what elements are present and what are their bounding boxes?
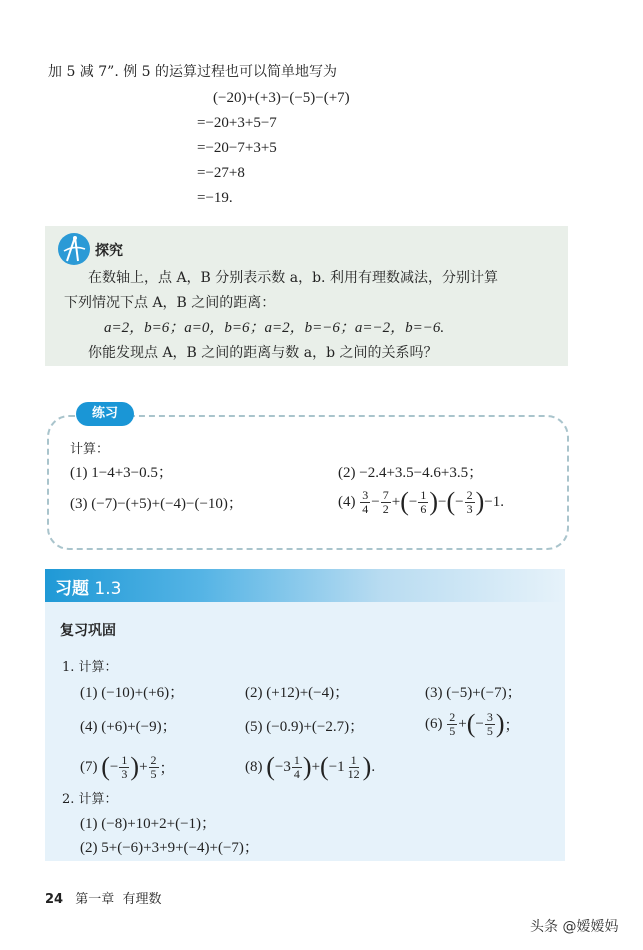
item-expr: (−7)−(+5)+(−4)−(−10)； — [91, 496, 243, 512]
exercise-title: 习题 1.3 — [55, 579, 122, 599]
page-number: 24 — [45, 892, 64, 907]
q1-item-2: (2) (+12)+(−4)； — [245, 685, 350, 701]
q1-item-5: (5) (−0.9)+(−2.7)； — [245, 719, 365, 735]
explore-line-3: a=2，b=6；a=0，b=6；a=2，b=−6；a=−2，b=−6. — [104, 320, 445, 336]
practice-item-1 — [70, 463, 173, 483]
q1-item-1: (1) (−10)+(+6)； — [80, 685, 185, 701]
intro-step-0: (−20)+(+3)−(−5)−(+7) — [213, 90, 350, 106]
chapter-label: 第一章 — [75, 892, 115, 907]
q1-item-4: (4) (+6)+(−9)； — [80, 719, 177, 735]
q1-item-8: (8) ( −3 $\frac{1}{4}$ ) + ( −1 $\frac{1}{12}$ ) . — [245, 752, 376, 781]
compass-icon — [58, 233, 90, 265]
intro-text: 加 5 减 7”. 例 5 的运算过程也可以简单地写为 — [48, 64, 338, 80]
explore-line-2: 下列情况下点 A，B 之间的距离： — [64, 295, 276, 311]
item-expr: 1−4+3−0.5； — [91, 465, 173, 481]
q2-item-2: (2) 5+(−6)+3+9+(−4)+(−7)； — [80, 840, 259, 856]
q1-item-7: (7) ( − $\frac{1}{3}$ ) + $\frac{2}{5}$ ； — [80, 752, 175, 781]
item-label: (1) — [70, 465, 88, 481]
practice-item-4: (4) $\frac{3}{4}$ − $\frac{7}{2}$ + ( − $\frac{1}{6}$ ) − ( − $\frac{2}{3}$ ) −1. — [338, 487, 504, 516]
practice-item-3 — [70, 494, 243, 514]
intro-step-2: =−20−7+3+5 — [197, 140, 277, 156]
exercise-header — [45, 569, 565, 602]
q1-label: 1. 计算： — [62, 660, 118, 675]
page-footer — [45, 890, 162, 910]
q1-item-6: (6) $\frac{2}{5}$ + ( − $\frac{3}{5}$ ) ； — [425, 709, 520, 738]
explore-line-1: 在数轴上，点 A，B 分别表示数 a，b. 利用有理数减法，分别计算 — [88, 270, 498, 286]
explore-line-4: 你能发现点 A，B 之间的距离与数 a，b 之间的关系吗？ — [88, 345, 438, 361]
item-label: (4) — [338, 493, 356, 510]
watermark: 头条 @嫒嫒妈 — [530, 919, 619, 935]
practice-prompt: 计算： — [70, 442, 110, 457]
practice-item-2 — [338, 463, 483, 483]
intro-step-1: =−20+3+5−7 — [197, 115, 277, 131]
q1-item-3: (3) (−5)+(−7)； — [425, 685, 522, 701]
item-label: (3) — [70, 496, 88, 512]
q2-item-1: (1) (−8)+10+2+(−1)； — [80, 816, 217, 832]
q2-label: 2. 计算： — [62, 792, 118, 807]
explore-title: 探究 — [95, 243, 123, 259]
intro-step-4: =−19. — [197, 190, 233, 206]
exercise-subhead: 复习巩固 — [60, 623, 116, 639]
chapter-title: 有理数 — [122, 892, 162, 907]
item-expr: −2.4+3.5−4.6+3.5； — [359, 465, 484, 481]
practice-tag: 练习 — [76, 402, 134, 426]
intro-step-3: =−27+8 — [197, 165, 245, 181]
item-label: (2) — [338, 465, 356, 481]
